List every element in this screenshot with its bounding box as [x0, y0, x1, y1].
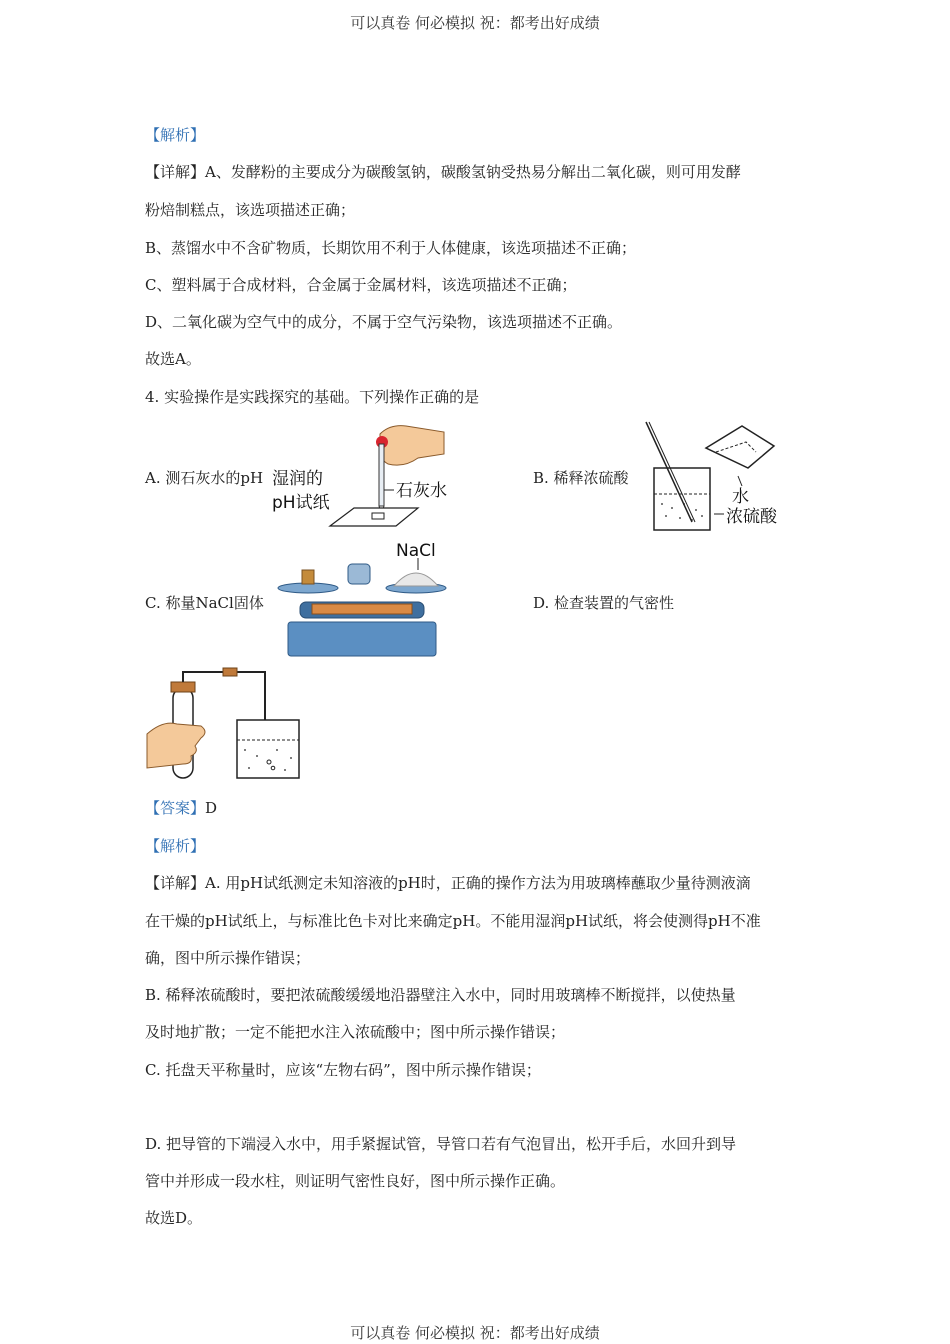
- fig-c-label-nacl: NaCl: [396, 541, 436, 561]
- dropper-tube: [379, 444, 384, 506]
- detail-paragraph-line: 粉焙制糕点，该选项描述正确；: [145, 201, 356, 219]
- page-footer: 可以真卷 何必模拟 祝：都考出好成绩: [350, 1324, 600, 1342]
- detail-paragraph-line: 在干燥的pH试纸上，与标准比色卡对比来确定pH。不能用湿润pH试纸，将会使测得pH不准: [145, 912, 761, 930]
- salt-pile-icon: [394, 573, 438, 586]
- figure-ph-test: [268, 420, 468, 532]
- ph-paper: [372, 513, 384, 519]
- analysis-tag: 【解析】: [145, 126, 206, 144]
- detail-paragraph-line: 【详解】A. 用pH试纸测定未知溶液的pH时，正确的操作方法为用玻璃棒蘸取少量待测液滴: [145, 874, 751, 892]
- pointer-dial: [348, 564, 370, 584]
- detail-paragraph-line: B、蒸馏水中不含矿物质，长期饮用不利于人体健康，该选项描述不正确；: [145, 239, 637, 257]
- option-d-label: D. 检查装置的气密性: [533, 594, 675, 612]
- fig-b-label-water: 水: [732, 487, 749, 507]
- balance-base: [288, 622, 436, 656]
- conclusion-line: 故选A。: [145, 350, 201, 368]
- beam-scale: [312, 604, 412, 614]
- fig-a-label-paper: pH试纸: [272, 493, 330, 513]
- pouring-beaker-icon: [706, 426, 774, 468]
- answer-value: D: [205, 799, 218, 817]
- answer-tag: 【答案】: [145, 799, 206, 817]
- figure-balance: [270, 538, 455, 660]
- option-b-label: B. 稀释浓硫酸: [533, 469, 629, 487]
- detail-tag: 【详解】: [145, 874, 206, 892]
- fig-b-label-acid: 浓硫酸: [726, 507, 777, 527]
- detail-paragraph-line: 管中并形成一段水柱，则证明气密性良好，图中所示操作正确。: [145, 1172, 566, 1190]
- detail-paragraph-line: D. 把导管的下端浸入水中，用手紧握试管，导管口若有气泡冒出，松开手后，水回升到导: [145, 1135, 737, 1153]
- figure-airtightness: [145, 664, 305, 784]
- figure-dilution: [640, 418, 820, 536]
- option-a-label: A. 测石灰水的pH: [145, 469, 264, 487]
- detail-paragraph-line: 【详解】A、发酵粉的主要成分为碳酸氢钠，碳酸氢钠受热易分解出二氧化碳，则可用发酵: [145, 163, 741, 181]
- question-stem: 4. 实验操作是实践探究的基础。下列操作正确的是: [145, 388, 480, 406]
- detail-paragraph-line: B. 稀释浓硫酸时，要把浓硫酸缓缓地沿器壁注入水中，同时用玻璃棒不断搅拌，以使热量: [145, 986, 736, 1004]
- fig-a-label-solution: 石灰水: [396, 481, 447, 501]
- detail-paragraph-line: C. 托盘天平称量时，应该“左物右码”，图中所示操作错误；: [145, 1061, 541, 1079]
- weight-icon: [302, 570, 314, 584]
- page-header: 可以真卷 何必模拟 祝：都考出好成绩: [350, 14, 600, 32]
- hand-icon: [380, 426, 444, 465]
- detail-paragraph-line: D、二氧化碳为空气中的成分，不属于空气污染物，该选项描述不正确。: [145, 313, 623, 331]
- stopper: [171, 682, 195, 692]
- detail-paragraph-line: 确，图中所示操作错误；: [145, 949, 311, 967]
- hand-icon: [147, 723, 205, 768]
- fig-a-label-wet: 湿润的: [272, 469, 323, 489]
- detail-tag: 【详解】: [145, 163, 206, 181]
- analysis-tag: 【解析】: [145, 837, 206, 855]
- option-c-label: C. 称量NaCl固体: [145, 594, 264, 612]
- conclusion-line: 故选D。: [145, 1209, 203, 1227]
- answer-line: [145, 797, 217, 818]
- beaker-icon: [237, 720, 299, 778]
- detail-paragraph-line: 及时地扩散；一定不能把水注入浓硫酸中；图中所示操作错误；: [145, 1023, 566, 1041]
- detail-paragraph-line: C、塑料属于合成材料，合金属于金属材料，该选项描述不正确；: [145, 276, 577, 294]
